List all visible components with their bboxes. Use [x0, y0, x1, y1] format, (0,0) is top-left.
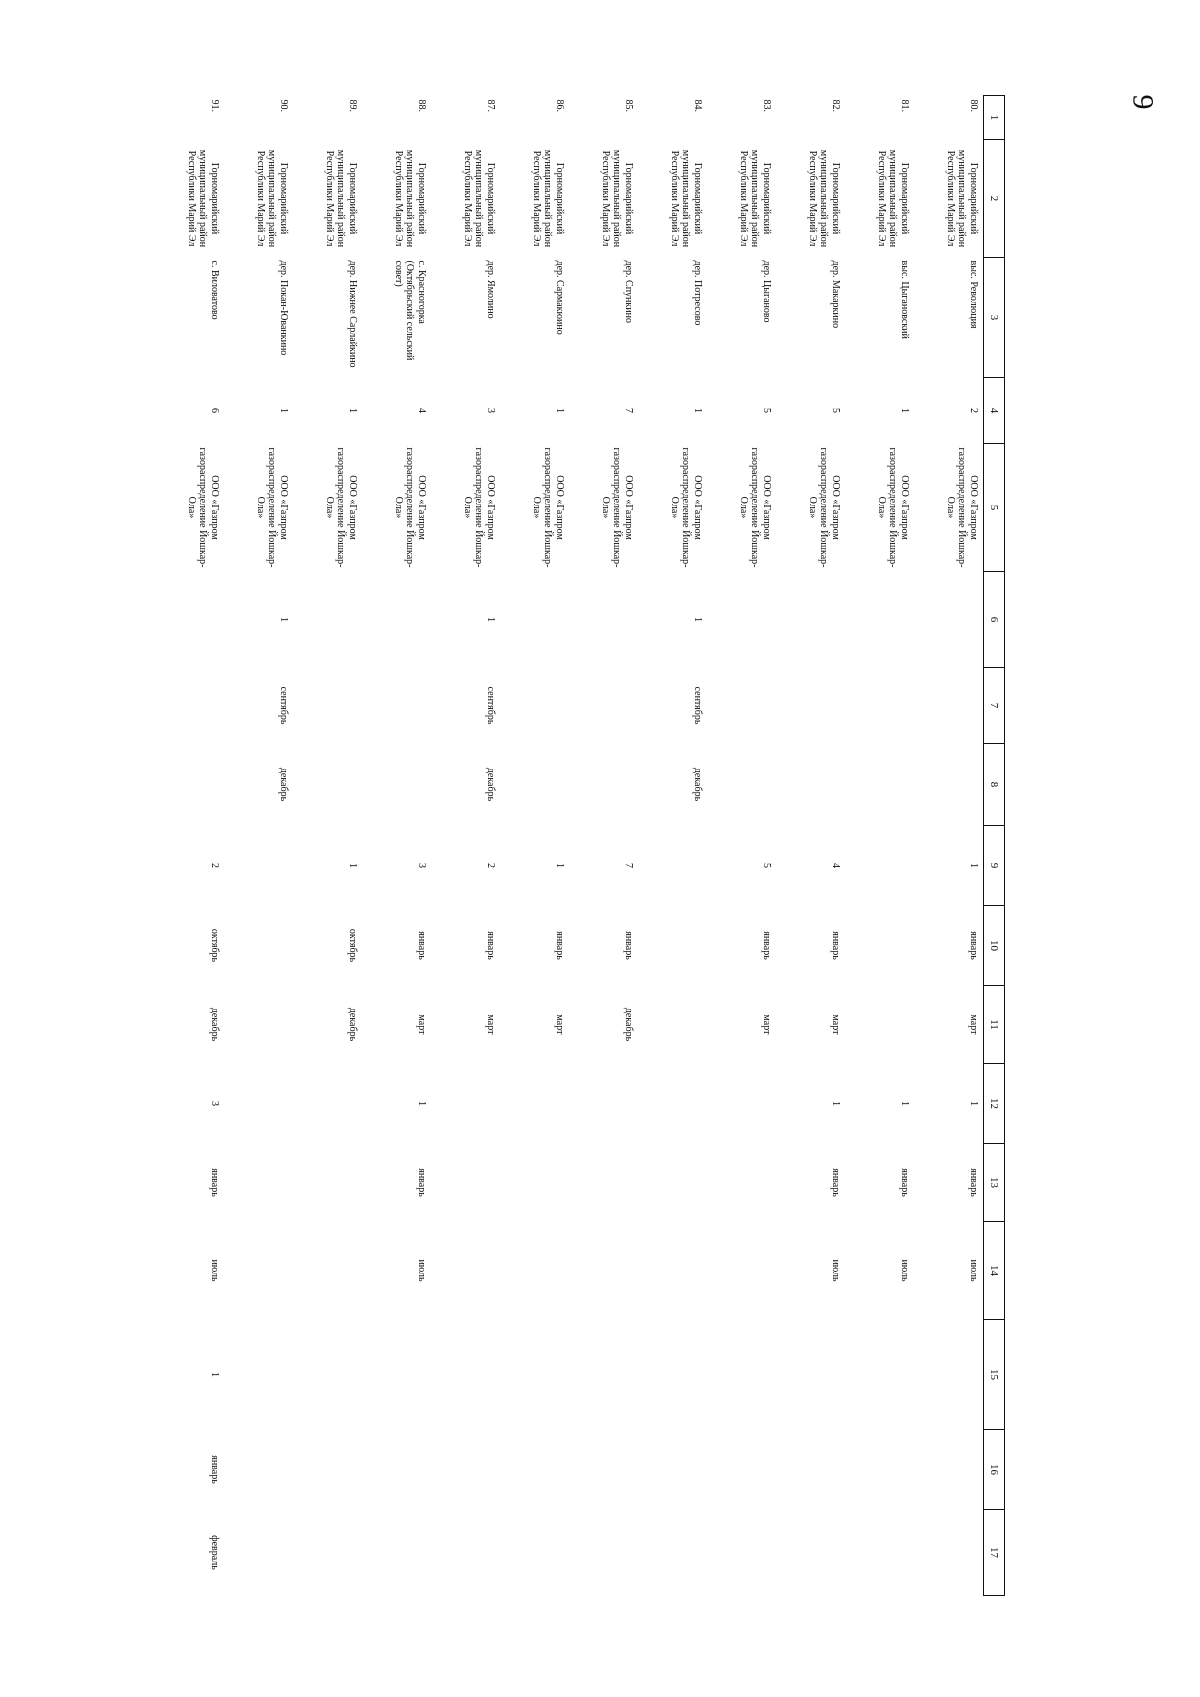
table-row: [707, 96, 776, 1596]
cell-col-13: январь: [209, 1168, 220, 1197]
cell-col-11: март: [968, 1014, 979, 1035]
column-header-10: 10: [984, 906, 1005, 986]
table-row: [776, 96, 845, 1596]
cell-col-4: 3: [485, 408, 496, 413]
column-header-8: 8: [984, 744, 1005, 826]
cell-col-17: [500, 1510, 569, 1596]
cell-col-7: [776, 668, 845, 744]
cell-col-10: январь: [554, 931, 565, 960]
cell-col-17: [362, 1510, 431, 1596]
cell-col-3: выс. Революция: [968, 260, 979, 329]
cell-col-13: январь: [968, 1168, 979, 1197]
cell-col-13: [569, 1144, 638, 1222]
cell-col-4: 4: [416, 408, 427, 413]
cell-col-3: дер. Цыганово: [761, 260, 772, 323]
cell-col-8: [569, 744, 638, 826]
column-header-5: 5: [984, 444, 1005, 572]
cell-col-3: дер. Макаркино: [830, 260, 841, 329]
cell-col-9: 2: [485, 863, 496, 868]
cell-col-2: Горномарийский муниципальный район Республики Марий Эл: [531, 149, 565, 248]
cell-col-14: [431, 1222, 500, 1320]
table-header-row: [984, 96, 1005, 1596]
cell-col-16: январь: [209, 1455, 220, 1484]
cell-col-6: 1: [692, 617, 703, 622]
cell-col-16: [431, 1430, 500, 1510]
table-row: [500, 96, 569, 1596]
cell-col-5: ООО «Газпром газораспределение Йошкар-Ола»: [945, 447, 979, 568]
cell-col-11: [845, 986, 914, 1064]
column-header-6: 6: [984, 572, 1005, 668]
column-header-7: 7: [984, 668, 1005, 744]
cell-col-12: [569, 1064, 638, 1144]
cell-col-6: 1: [278, 617, 289, 622]
cell-col-2: Горномарийский муниципальный район Республики Марий Эл: [186, 149, 220, 248]
cell-col-11: март: [485, 1014, 496, 1035]
cell-col-15: [293, 1320, 362, 1430]
cell-col-15: [914, 1320, 984, 1430]
cell-col-4: 6: [209, 408, 220, 413]
cell-col-13: [224, 1144, 293, 1222]
cell-col-2: Горномарийский муниципальный район Республики Марий Эл: [600, 149, 634, 248]
cell-col-9: [224, 826, 293, 906]
cell-col-3: дер. Спункино: [623, 260, 634, 323]
table-row: [569, 96, 638, 1596]
cell-col-16: [638, 1430, 707, 1510]
cell-col-3: с. Виловатово: [209, 260, 220, 320]
cell-col-2: Горномарийский муниципальный район Республики Марий Эл: [393, 149, 427, 248]
cell-col-6: 1: [485, 617, 496, 622]
table-row: [845, 96, 914, 1596]
cell-col-8: [293, 744, 362, 826]
cell-col-9: 1: [968, 863, 979, 868]
cell-col-11: [638, 986, 707, 1064]
cell-col-8: [776, 744, 845, 826]
cell-col-11: март: [416, 1014, 427, 1035]
cell-col-12: [500, 1064, 569, 1144]
cell-col-5: ООО «Газпром газораспределение Йошкар-Ола»: [393, 447, 427, 568]
cell-col-7: [155, 668, 224, 744]
cell-col-14: июль: [830, 1259, 841, 1282]
cell-col-16: [914, 1430, 984, 1510]
cell-col-3: дер. Сармакюино: [554, 260, 565, 335]
cell-col-10: октябрь: [347, 928, 358, 963]
cell-col-5: ООО «Газпром газораспределение Йошкар-Ола»: [669, 447, 703, 568]
cell-col-10: [638, 906, 707, 986]
cell-col-12: [224, 1064, 293, 1144]
cell-col-14: [707, 1222, 776, 1320]
cell-col-6: [707, 572, 776, 668]
cell-col-6: [569, 572, 638, 668]
cell-col-11: март: [554, 1014, 565, 1035]
cell-col-4: 7: [623, 408, 634, 413]
cell-col-9: 2: [209, 863, 220, 868]
cell-col-14: [293, 1222, 362, 1320]
cell-col-8: декабрь: [278, 767, 289, 802]
cell-col-17: [776, 1510, 845, 1596]
cell-col-4: 5: [830, 408, 841, 413]
cell-col-9: [638, 826, 707, 906]
cell-col-8: [155, 744, 224, 826]
cell-col-16: [845, 1430, 914, 1510]
cell-col-14: июль: [209, 1259, 220, 1282]
cell-col-12: 1: [830, 1101, 841, 1106]
cell-col-15: [224, 1320, 293, 1430]
cell-col-4: 1: [278, 408, 289, 413]
cell-col-6: [914, 572, 984, 668]
cell-col-9: 5: [761, 863, 772, 868]
cell-col-1: 91.: [209, 99, 220, 112]
table-row: [638, 96, 707, 1596]
cell-col-14: [569, 1222, 638, 1320]
cell-col-9: 1: [347, 863, 358, 868]
cell-col-12: 1: [899, 1101, 910, 1106]
cell-col-15: [638, 1320, 707, 1430]
cell-col-9: 3: [416, 863, 427, 868]
cell-col-17: [707, 1510, 776, 1596]
cell-col-6: [500, 572, 569, 668]
cell-col-2: Горномарийский муниципальный район Республики Марий Эл: [807, 149, 841, 248]
cell-col-6: [155, 572, 224, 668]
cell-col-3: дер. Ямолино: [485, 260, 496, 319]
cell-col-12: [293, 1064, 362, 1144]
cell-col-17: [431, 1510, 500, 1596]
table-row: [155, 96, 224, 1596]
cell-col-17: [845, 1510, 914, 1596]
cell-col-10: январь: [968, 931, 979, 960]
cell-col-2: Горномарийский муниципальный район Республики Марий Эл: [876, 149, 910, 248]
cell-col-1: 82.: [830, 99, 841, 112]
cell-col-16: [362, 1430, 431, 1510]
cell-col-10: январь: [761, 931, 772, 960]
cell-col-15: [500, 1320, 569, 1430]
column-header-9: 9: [984, 826, 1005, 906]
cell-col-14: июль: [416, 1259, 427, 1282]
column-header-17: 17: [984, 1510, 1005, 1596]
column-header-14: 14: [984, 1222, 1005, 1320]
cell-col-5: ООО «Газпром газораспределение Йошкар-Ола»: [324, 447, 358, 568]
cell-col-3: дер. Нижнее Сарлайкино: [347, 260, 358, 368]
cell-col-1: 80.: [968, 99, 979, 112]
cell-col-12: 3: [209, 1101, 220, 1106]
cell-col-5: ООО «Газпром газораспределение Йошкар-Ола»: [738, 447, 772, 568]
cell-col-9: [845, 826, 914, 906]
cell-col-2: Горномарийский муниципальный район Республики Марий Эл: [255, 149, 289, 248]
cell-col-10: октябрь: [209, 928, 220, 963]
cell-col-4: 1: [899, 408, 910, 413]
cell-col-5: ООО «Газпром газораспределение Йошкар-Ола»: [255, 447, 289, 568]
cell-col-10: [845, 906, 914, 986]
cell-col-13: январь: [416, 1168, 427, 1197]
cell-col-7: [500, 668, 569, 744]
cell-col-14: июль: [968, 1259, 979, 1282]
cell-col-7: [569, 668, 638, 744]
cell-col-7: сентябрь: [278, 686, 289, 725]
cell-col-2: Горномарийский муниципальный район Республики Марий Эл: [738, 149, 772, 248]
cell-col-16: [707, 1430, 776, 1510]
cell-col-11: декабрь: [209, 1007, 220, 1042]
cell-col-7: [845, 668, 914, 744]
cell-col-11: [224, 986, 293, 1064]
cell-col-12: [431, 1064, 500, 1144]
cell-col-15: [776, 1320, 845, 1430]
cell-col-13: [500, 1144, 569, 1222]
column-header-2: 2: [984, 140, 1005, 258]
cell-col-13: январь: [830, 1168, 841, 1197]
cell-col-16: [776, 1430, 845, 1510]
column-header-13: 13: [984, 1144, 1005, 1222]
data-table: [155, 95, 1005, 1596]
cell-col-17: [569, 1510, 638, 1596]
cell-col-12: 1: [968, 1101, 979, 1106]
cell-col-15: [362, 1320, 431, 1430]
cell-col-14: [638, 1222, 707, 1320]
cell-col-10: январь: [830, 931, 841, 960]
column-header-3: 3: [984, 258, 1005, 378]
cell-col-7: [707, 668, 776, 744]
cell-col-2: Горномарийский муниципальный район Республики Марий Эл: [945, 149, 979, 248]
cell-col-13: январь: [899, 1168, 910, 1197]
cell-col-1: 81.: [899, 99, 910, 112]
cell-col-10: январь: [623, 931, 634, 960]
cell-col-7: сентябрь: [485, 686, 496, 725]
cell-col-11: март: [830, 1014, 841, 1035]
cell-col-5: ООО «Газпром газораспределение Йошкар-Ола»: [807, 447, 841, 568]
cell-col-15: 1: [209, 1372, 220, 1377]
cell-col-9: 4: [830, 863, 841, 868]
rotated-table-container: [186, 95, 1005, 1595]
column-header-12: 12: [984, 1064, 1005, 1144]
cell-col-1: 86.: [554, 99, 565, 112]
cell-col-4: 1: [554, 408, 565, 413]
cell-col-7: сентябрь: [692, 686, 703, 725]
cell-col-15: [707, 1320, 776, 1430]
cell-col-1: 89.: [347, 99, 358, 112]
cell-col-7: [293, 668, 362, 744]
cell-col-15: [569, 1320, 638, 1430]
cell-col-2: Горномарийский муниципальный район Республики Марий Эл: [324, 149, 358, 248]
cell-col-14: [500, 1222, 569, 1320]
cell-col-5: ООО «Газпром газораспределение Йошкар-Ола»: [876, 447, 910, 568]
cell-col-1: 85.: [623, 99, 634, 112]
cell-col-3: дер. Покан-Юванкино: [278, 260, 289, 356]
cell-col-16: [224, 1430, 293, 1510]
cell-col-5: ООО «Газпром газораспределение Йошкар-Ола»: [531, 447, 565, 568]
cell-col-16: [500, 1430, 569, 1510]
cell-col-16: [569, 1430, 638, 1510]
column-header-15: 15: [984, 1320, 1005, 1430]
cell-col-4: 1: [692, 408, 703, 413]
cell-col-8: [914, 744, 984, 826]
cell-col-5: ООО «Газпром газораспределение Йошкар-Ола»: [462, 447, 496, 568]
cell-col-14: [224, 1222, 293, 1320]
cell-col-10: январь: [416, 931, 427, 960]
cell-col-14: июль: [899, 1259, 910, 1282]
table-body: [155, 96, 984, 1596]
cell-col-1: 84.: [692, 99, 703, 112]
column-header-4: 4: [984, 378, 1005, 444]
cell-col-13: [638, 1144, 707, 1222]
cell-col-12: [638, 1064, 707, 1144]
cell-col-3: дер. Потресово: [692, 260, 703, 326]
column-header-1: 1: [984, 96, 1005, 140]
cell-col-1: 90.: [278, 99, 289, 112]
cell-col-9: 7: [623, 863, 634, 868]
table-row: [431, 96, 500, 1596]
cell-col-3: с. Красногорка (Октябрьский сельский совет): [393, 260, 427, 361]
cell-col-13: [431, 1144, 500, 1222]
cell-col-9: 1: [554, 863, 565, 868]
cell-col-5: ООО «Газпром газораспределение Йошкар-Ола»: [186, 447, 220, 568]
cell-col-3: выс. Цыгановский: [899, 260, 910, 339]
cell-col-6: [776, 572, 845, 668]
cell-col-10: [224, 906, 293, 986]
cell-col-1: 87.: [485, 99, 496, 112]
cell-col-11: декабрь: [623, 1007, 634, 1042]
cell-col-2: Горномарийский муниципальный район Республики Марий Эл: [669, 149, 703, 248]
cell-col-17: [224, 1510, 293, 1596]
cell-col-13: [293, 1144, 362, 1222]
cell-col-1: 83.: [761, 99, 772, 112]
table-row: [224, 96, 293, 1596]
cell-col-16: [293, 1430, 362, 1510]
cell-col-11: декабрь: [347, 1007, 358, 1042]
cell-col-13: [707, 1144, 776, 1222]
table-row: [293, 96, 362, 1596]
cell-col-10: январь: [485, 931, 496, 960]
cell-col-8: [362, 744, 431, 826]
column-header-11: 11: [984, 986, 1005, 1064]
page-number: 9: [1126, 94, 1160, 110]
table-row: [914, 96, 984, 1596]
cell-col-17: [638, 1510, 707, 1596]
cell-col-6: [293, 572, 362, 668]
cell-col-6: [362, 572, 431, 668]
cell-col-2: Горномарийский муниципальный район Республики Марий Эл: [462, 149, 496, 248]
cell-col-8: декабрь: [485, 767, 496, 802]
column-header-16: 16: [984, 1430, 1005, 1510]
table-row: [362, 96, 431, 1596]
cell-col-8: [500, 744, 569, 826]
cell-col-4: 1: [347, 408, 358, 413]
cell-col-15: [431, 1320, 500, 1430]
cell-col-8: декабрь: [692, 767, 703, 802]
cell-col-8: [845, 744, 914, 826]
cell-col-7: [914, 668, 984, 744]
cell-col-7: [362, 668, 431, 744]
cell-col-4: 2: [968, 408, 979, 413]
cell-col-12: [707, 1064, 776, 1144]
cell-col-1: 88.: [416, 99, 427, 112]
cell-col-17: февраль: [209, 1535, 220, 1570]
cell-col-4: 5: [761, 408, 772, 413]
cell-col-17: [293, 1510, 362, 1596]
cell-col-12: 1: [416, 1101, 427, 1106]
cell-col-17: [914, 1510, 984, 1596]
cell-col-6: [845, 572, 914, 668]
cell-col-5: ООО «Газпром газораспределение Йошкар-Ола»: [600, 447, 634, 568]
cell-col-8: [707, 744, 776, 826]
cell-col-11: март: [761, 1014, 772, 1035]
cell-col-15: [845, 1320, 914, 1430]
